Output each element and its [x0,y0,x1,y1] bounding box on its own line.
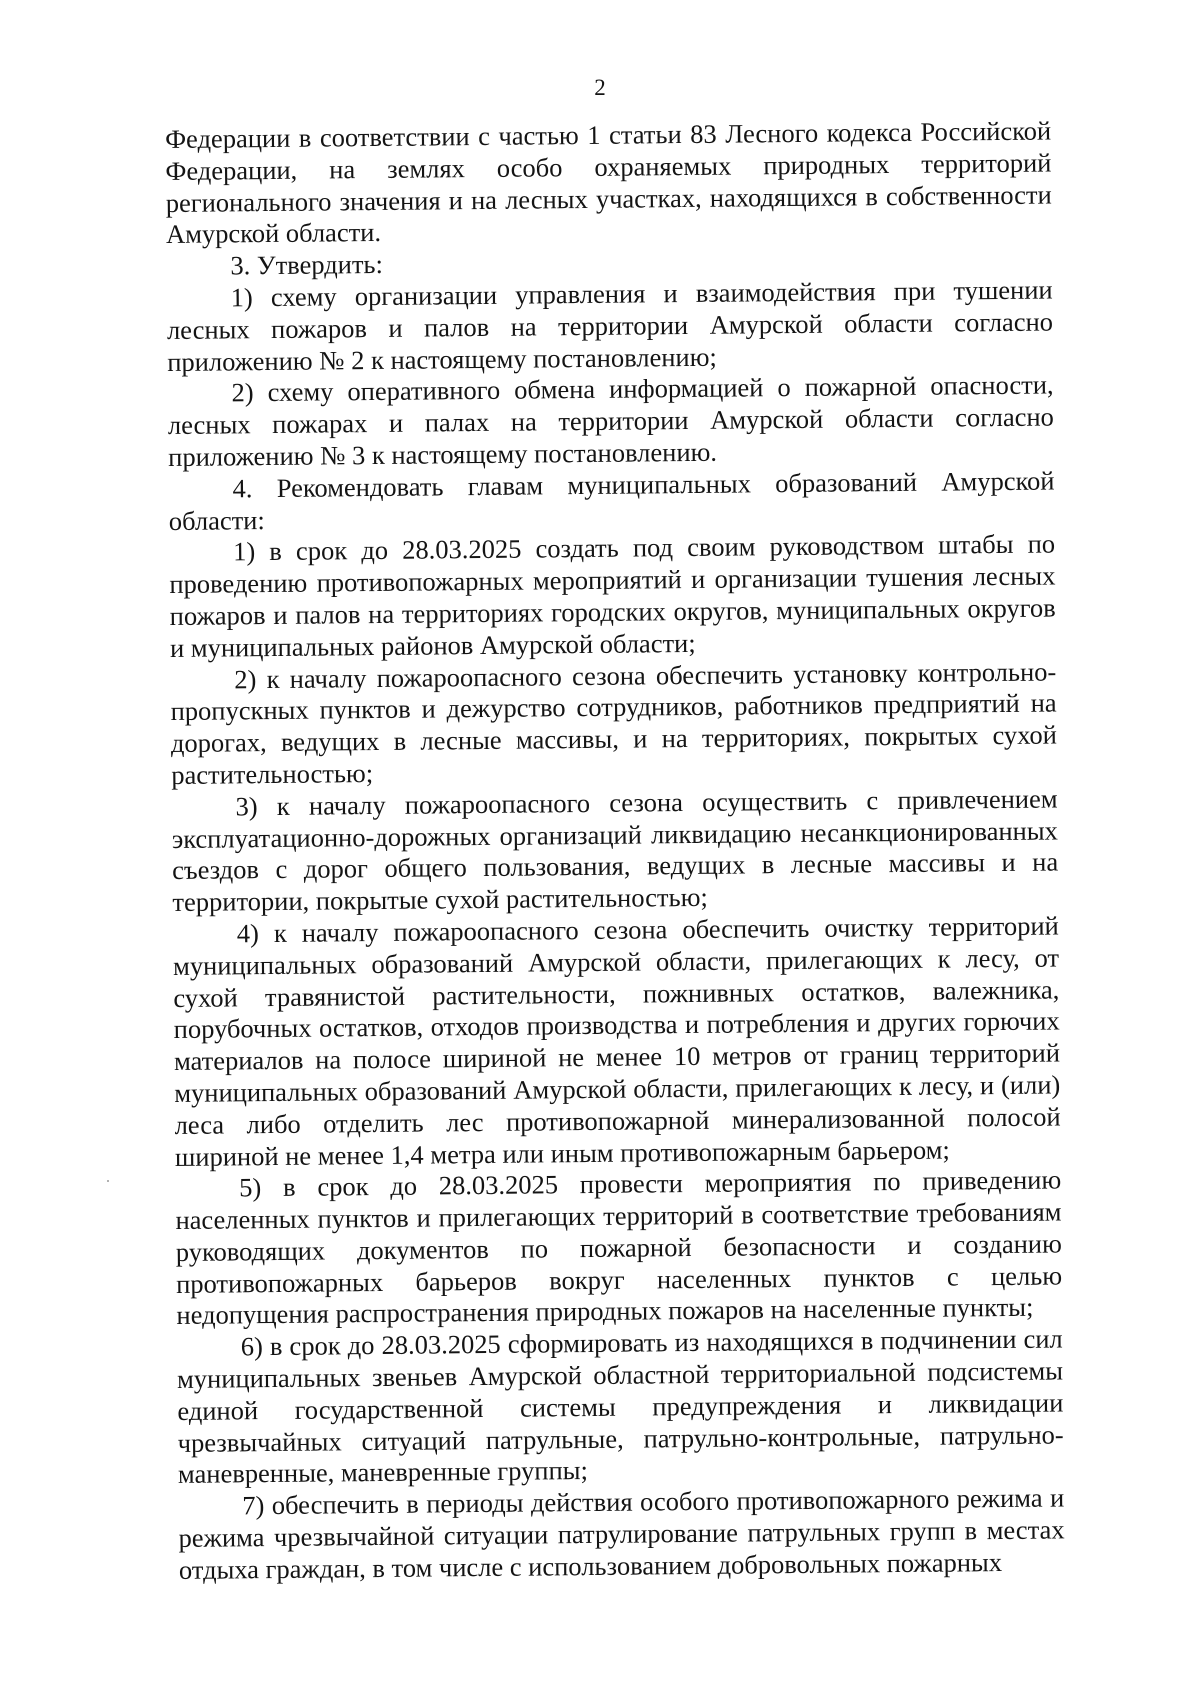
paragraph-item-4-1: 1) в срок до 28.03.2025 создать под своим руководством штабы по проведению противопожарных мероприятий и организации тушения лесных пожаров и палов на территориях городских округов, муниципальных округов и муниципальных районов Амурской области; [169,528,1056,663]
page-number: 2 [594,75,606,100]
paragraph-item-3-2: 2) схему оперативного обмена информацией о пожарной опасности, лесных пожарах и палах на территории Амурской области согласно приложению № 3 к настоящему постановлению. [167,369,1054,472]
paragraph-item-4-6: 6) в срок до 28.03.2025 сформировать из находящихся в подчинении сил муниципальных звеньев Амурской областной территориальной подсистемы единой государственной системы предупреждения и ликвидации чрезвычайных ситуаций патрульные, патрульно-контрольные, патрульно-маневренные, маневренные группы; [176,1323,1064,1490]
document-body [165,115,1065,1586]
paragraph-item-4-2: 2) к началу пожароопасного сезона обеспечить установку контрольно-пропускных пунктов и дежурство сотрудников, работников предприятий на дорогах, ведущих в лесные массивы, и на территориях, покрытых сухой растительностью; [170,656,1058,790]
paragraph-continuation: Федерации в соответствии с частью 1 статьи 83 Лесного кодекса Российской Федерации, на землях особо охраняемых природных территорий регионального значения и на лесных участках, находящихся в собственности Амурской области. [165,115,1052,250]
paragraph-item-4-3: 3) к началу пожароопасного сезона осуществить с привлечением эксплуатационно-дорожных организаций ликвидацию несанкционированных съездов с дорог общего пользования, ведущих в лесные массивы и на территории, покрытые сухой растительностью; [171,783,1059,918]
scan-speck [107,1180,109,1182]
paragraph-item-4-7: 7) обеспечить в периоды действия особого противопожарного режима и режима чрезвычайной ситуации патрулирование патрульных групп в местах отдыха граждан, в том числе с использованием добровольных пожарных [178,1482,1065,1585]
paragraph-item-4-4: 4) к началу пожароопасного сезона обеспечить очистку территорий муниципальных образований Амурской области, прилегающих к лесу, от сухой травянистой растительности, пожнивных остатков, валежника, порубочных остатков, отходов производства и потребления и других горючих материалов на полосе шириной не менее 10 метров от границ территорий муниципальных образований Амурской области, прилегающих к лесу, и (или) леса либо отделить лес противопожарной минерализованной полосой шириной не менее 1,4 метра или иным противопожарным барьером; [172,910,1061,1172]
paragraph-item-4-5: 5) в срок до 28.03.2025 провести мероприятия по приведению населенных пунктов и прилегающих территорий в соответствие требованиям руководящих документов по пожарной безопасности и созданию противопожарных барьеров вокруг населенных пунктов с целью недопущения распространения природных пожаров на населенные пункты; [175,1164,1063,1331]
paragraph-item-3-1: 1) схему организации управления и взаимодействия при тушении лесных пожаров и палов на территории Амурской области согласно приложению № 2 к настоящему постановлению; [166,274,1054,377]
paragraph-item-4: 4. Рекомендовать главам муниципальных образований Амурской области: [168,465,1055,536]
paragraph-item-3: 3. Утвердить: [230,249,384,281]
